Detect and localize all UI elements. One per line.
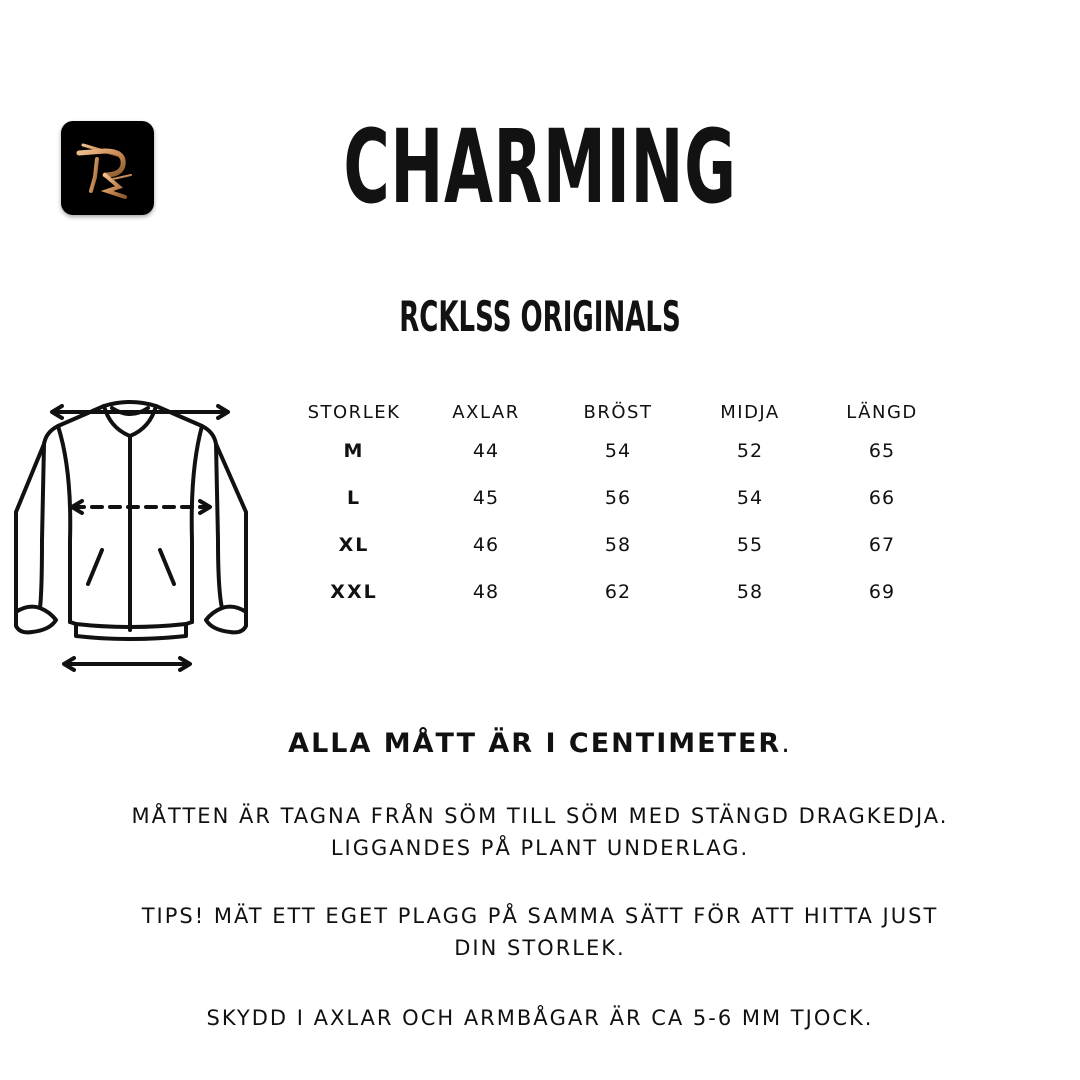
table-row: [288, 568, 948, 615]
header-brost: BRÖST: [583, 401, 653, 423]
axlar-cell: 48: [472, 580, 500, 603]
table-row: [288, 521, 948, 568]
units-period: .: [781, 728, 792, 759]
padding-note: [20, 1002, 1060, 1034]
header-storlek: STORLEK: [307, 401, 401, 423]
table-header-row: [288, 397, 948, 427]
units-text: ALLA MÅTT ÄR I CENTIMETER: [288, 728, 782, 759]
langd-cell: 66: [868, 486, 896, 509]
jacket-measurement-icon: [0, 390, 260, 680]
tips-line-2: DIN STORLEK.: [454, 936, 626, 960]
axlar-cell: 44: [472, 439, 500, 462]
size-chart-table: [288, 397, 948, 615]
axlar-cell: 45: [472, 486, 500, 509]
brost-cell: 58: [604, 533, 632, 556]
rcklss-logo-icon: [61, 121, 154, 215]
measurement-line-2: LIGGANDES PÅ PLANT UNDERLAG.: [330, 836, 750, 860]
measurement-line-1: MÅTTEN ÄR TAGNA FRÅN SÖM TILL SÖM MED STÄNGD DRAGKEDJA.: [131, 804, 949, 828]
langd-cell: 69: [868, 580, 896, 603]
collection-subtitle: RCKLSS ORIGINALS: [399, 292, 681, 341]
padding-text: SKYDD I AXLAR OCH ARMBÅGAR ÄR CA 5-6 MM TJOCK.: [206, 1006, 874, 1030]
header-langd: LÄNGD: [846, 401, 918, 423]
size-cell: XL: [338, 533, 370, 556]
brost-cell: 54: [604, 439, 632, 462]
brost-cell: 62: [604, 580, 632, 603]
brand-logo: [61, 121, 154, 215]
table-row: [288, 427, 948, 474]
table-row: [288, 474, 948, 521]
midja-cell: 55: [736, 533, 764, 556]
tips-note: [20, 900, 1060, 964]
size-cell: L: [346, 486, 362, 509]
axlar-cell: 46: [472, 533, 500, 556]
langd-cell: 67: [868, 533, 896, 556]
units-note: [0, 726, 1080, 762]
header-midja: MIDJA: [720, 401, 780, 423]
langd-cell: 65: [868, 439, 896, 462]
size-cell: XXL: [330, 580, 378, 603]
midja-cell: 52: [736, 439, 764, 462]
midja-cell: 58: [736, 580, 764, 603]
measurement-note: [20, 800, 1060, 864]
midja-cell: 54: [736, 486, 764, 509]
size-cell: M: [343, 439, 365, 462]
product-title: CHARMING: [343, 108, 737, 227]
header-axlar: AXLAR: [452, 401, 520, 423]
brost-cell: 56: [604, 486, 632, 509]
tips-line-1: TIPS! MÄT ETT EGET PLAGG PÅ SAMMA SÄTT FÖR ATT HITTA JUST: [141, 904, 939, 928]
